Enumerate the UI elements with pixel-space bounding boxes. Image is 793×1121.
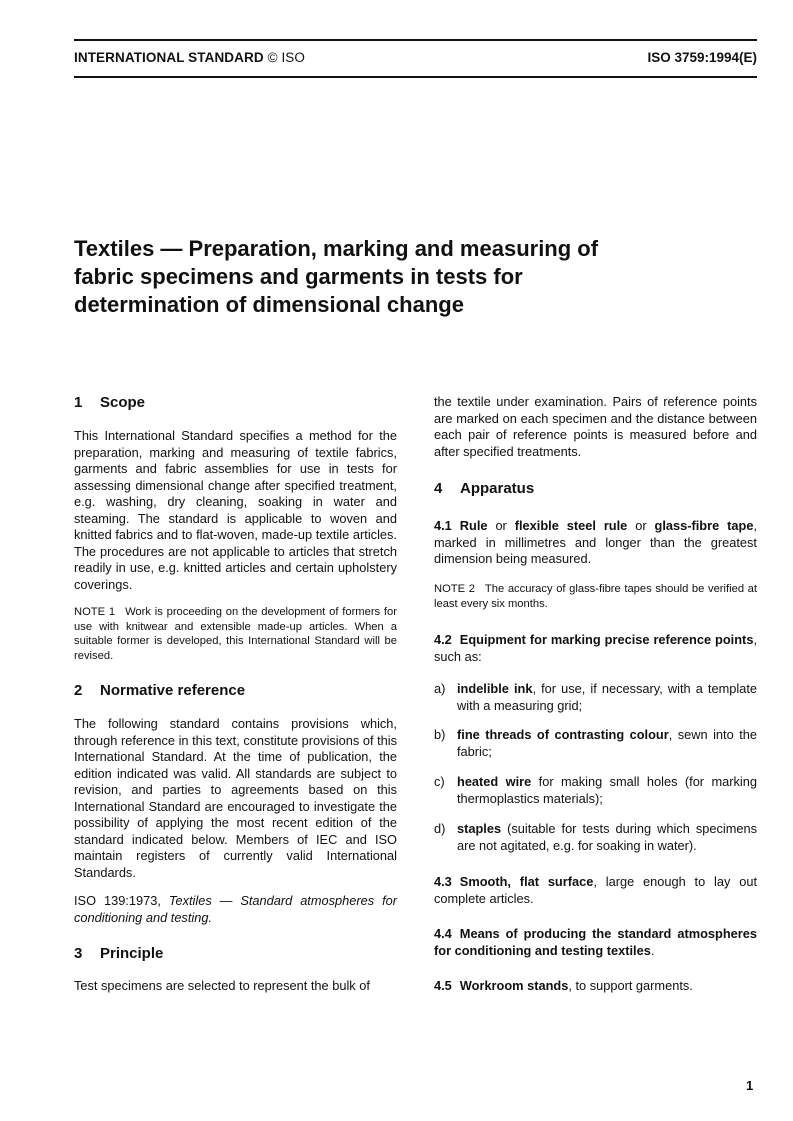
clause-4-2 bbox=[434, 632, 757, 665]
list-item-desc: , sewn into the fabric; bbox=[457, 727, 757, 759]
title-line-1: Textiles — Preparation, marking and measuring of bbox=[74, 236, 599, 261]
list-item-text bbox=[457, 727, 757, 760]
title-line-3: determination of dimensional change bbox=[74, 292, 464, 317]
list-item bbox=[434, 681, 757, 714]
list-item bbox=[434, 727, 757, 760]
title-line-2: fabric specimens and garments in tests for bbox=[74, 264, 523, 289]
note-text: Work is proceeding on the development of formers for use with knitwear and extensible made-up articles. When a suitable former is developed, this International Standard will be revised. bbox=[74, 606, 397, 662]
page-header bbox=[74, 50, 757, 70]
list-item-term: indelible ink bbox=[457, 681, 533, 696]
clause-term: Rule bbox=[459, 518, 488, 533]
clause-term: Workroom stands bbox=[459, 978, 569, 993]
clause-number: 4.5 bbox=[434, 978, 452, 993]
section-number: 3 bbox=[74, 945, 83, 962]
header-standard-text: INTERNATIONAL STANDARD bbox=[74, 50, 264, 65]
clause-4-1 bbox=[434, 518, 757, 568]
list-item bbox=[434, 774, 757, 807]
list-item-text bbox=[457, 681, 757, 714]
list-item-term: staples bbox=[457, 821, 502, 836]
note-label: NOTE 2 bbox=[434, 583, 475, 595]
list-item-term: fine threads of contrasting colour bbox=[457, 727, 669, 742]
page-number: 1 bbox=[746, 1078, 754, 1093]
clause-text: , such as: bbox=[434, 632, 757, 664]
section-title: Principle bbox=[100, 945, 164, 962]
header-top-rule bbox=[74, 39, 757, 41]
clause-number: 4.3 bbox=[434, 874, 452, 889]
section-number: 4 bbox=[434, 480, 443, 497]
section-title: Scope bbox=[100, 394, 146, 411]
header-bottom-rule bbox=[74, 76, 757, 78]
document-title bbox=[74, 235, 714, 319]
list-item-desc: , for use, if necessary, with a template with a measuring grid; bbox=[457, 681, 757, 713]
clause-term: flexible steel rule bbox=[514, 518, 628, 533]
normative-reference-entry bbox=[74, 893, 397, 926]
normative-paragraph: The following standard contains provisions which, through reference in this text, constitute provisions of this International Standard. At the time of publication, the edition indicated was valid. All standards are subject to revision, and parties to agreements based on this International Standard are encouraged to investigate the possibility of applying the most recent edition of the standard indicated below. Members of IEC and ISO maintain registers of currently valid International Standards. bbox=[74, 716, 397, 880]
clause-term: Smooth, flat surface bbox=[459, 874, 594, 889]
note-2 bbox=[434, 582, 757, 611]
list-item-desc: for making small holes (for marking thermoplastics materials); bbox=[457, 774, 757, 806]
header-standard-number: ISO 3759:1994(E) bbox=[647, 50, 757, 65]
principle-paragraph-start: Test specimens are selected to represent the bulk of bbox=[74, 978, 370, 993]
clause-number: 4.2 bbox=[434, 632, 452, 647]
clause-text: or bbox=[487, 518, 515, 533]
list-marker: b) bbox=[434, 727, 446, 742]
clause-4-3 bbox=[434, 874, 757, 907]
clause-text: , to support garments. bbox=[568, 978, 693, 993]
section-title: Apparatus bbox=[460, 480, 535, 497]
list-marker: c) bbox=[434, 774, 445, 789]
section-number: 1 bbox=[74, 394, 83, 411]
clause-term: Equipment for marking precise reference points bbox=[459, 632, 754, 647]
clause-4-4 bbox=[434, 926, 757, 959]
clause-term: glass-fibre tape bbox=[654, 518, 754, 533]
list-item-desc: (suitable for tests during which specimens are not agitated, e.g. for soaking in water). bbox=[457, 821, 757, 853]
clause-4-5 bbox=[434, 978, 757, 995]
clause-number: 4.1 bbox=[434, 518, 452, 533]
list-marker: a) bbox=[434, 681, 446, 696]
list-marker: d) bbox=[434, 821, 446, 836]
list-item-term: heated wire bbox=[457, 774, 532, 789]
note-1 bbox=[74, 605, 397, 663]
list-item-text bbox=[457, 821, 757, 854]
reference-code: ISO 139:1973, bbox=[74, 893, 161, 908]
clause-term: Means of producing the standard atmospheres for conditioning and testing textiles bbox=[434, 926, 757, 958]
scope-paragraph: This International Standard specifies a method for the preparation, marking and measuring of textile fabrics, garments and fabric assemblies for use in tests for assessing dimensional change after specified treatment, e.g. washing, dry cleaning, soaking in water and steaming. The standard is applicable to woven and knitted fabrics and to flat-woven, made-up textile articles. The procedures are not applicable to articles that stretch readily in use, e.g. knitted articles and certain upholstery coverings. bbox=[74, 428, 397, 592]
header-standard-label bbox=[74, 50, 305, 65]
reference-title: Textiles — Standard atmospheres for conditioning and testing. bbox=[74, 893, 398, 925]
clause-text: or bbox=[627, 518, 655, 533]
section-3-heading bbox=[74, 946, 397, 963]
clause-text: , large enough to lay out complete articles. bbox=[434, 874, 758, 906]
list-item bbox=[434, 821, 757, 854]
note-label: NOTE 1 bbox=[74, 606, 116, 618]
header-copyright: © ISO bbox=[267, 50, 306, 65]
note-text: The accuracy of glass-fibre tapes should be verified at least every six months. bbox=[434, 583, 757, 610]
section-1-heading bbox=[74, 395, 397, 412]
section-title: Normative reference bbox=[100, 682, 246, 699]
section-4-heading bbox=[434, 481, 757, 498]
clause-text: . bbox=[650, 942, 655, 958]
section-2-heading bbox=[74, 683, 397, 700]
clause-number: 4.4 bbox=[434, 926, 452, 941]
clause-text: , marked in millimetres and longer than the greatest dimension being measured. bbox=[434, 518, 757, 566]
principle-paragraph-continued: the textile under examination. Pairs of reference points are marked on each specimen and the distance between each pair of reference points is measured before and after specified treatments. bbox=[434, 394, 757, 459]
section-number: 2 bbox=[74, 682, 83, 699]
list-item-text bbox=[457, 774, 757, 807]
